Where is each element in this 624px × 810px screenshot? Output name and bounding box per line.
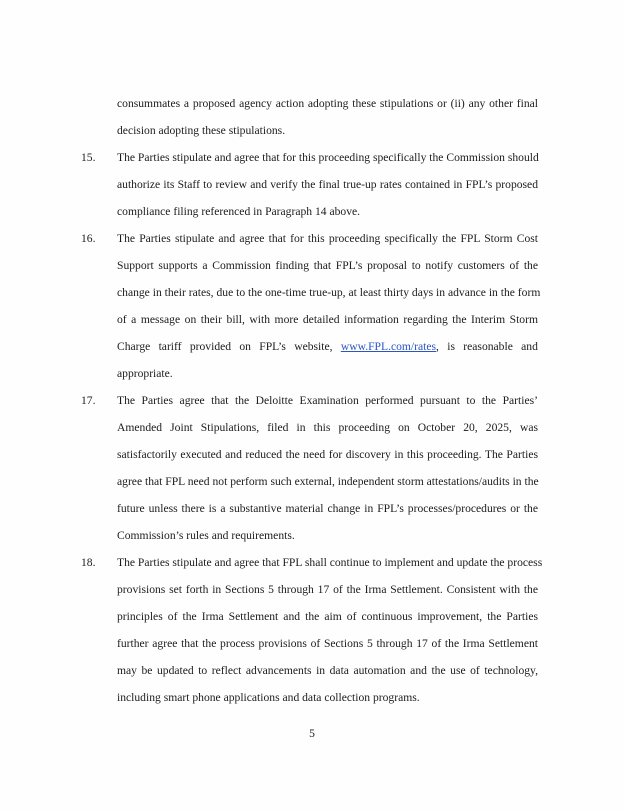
text-line: compliance filing referenced in Paragraph 14 above. xyxy=(117,205,361,218)
text-line: consummates a proposed agency action adopting these stipulations or (ii) any other final xyxy=(117,97,538,110)
text-line: further agree that the process provisions of Sections 5 through 17 of the Irma Settlement xyxy=(117,637,538,650)
text-line: Support supports a Commission finding that FPL’s proposal to notify customers of the xyxy=(117,259,538,272)
text-segment: and xyxy=(521,340,538,353)
text-line: The Parties stipulate and agree that for this proceeding specifically the Commission should xyxy=(117,151,539,164)
text-line: decision adopting these stipulations. xyxy=(117,124,286,137)
text-line: appropriate. xyxy=(117,367,173,380)
text-line: The Parties agree that the Deloitte Examination performed pursuant to the Parties’ xyxy=(117,394,538,407)
text-line: Commission’s rules and requirements. xyxy=(117,529,295,542)
paragraph-number: 15. xyxy=(81,151,96,164)
text-segment: provided xyxy=(189,340,232,353)
paragraph-number: 18. xyxy=(81,556,96,569)
text-line: including smart phone applications and data collection programs. xyxy=(117,691,420,704)
paragraph-number: 16. xyxy=(81,232,96,245)
text-line: future unless there is a substantive material change in FPL’s processes/procedures or the xyxy=(117,502,538,515)
text-line: Amended Joint Stipulations, filed in this proceeding on October 20, 2025, was xyxy=(117,421,538,434)
text-line: authorize its Staff to review and verify the final true-up rates contained in FPL’s proposed xyxy=(117,178,538,191)
text-segment: reasonable xyxy=(463,340,513,353)
text-segment: on xyxy=(239,340,251,353)
text-line: agree that FPL need not perform such external, independent storm attestations/audits in the xyxy=(117,475,539,488)
text-line: The Parties stipulate and agree that FPL shall continue to implement and update the process xyxy=(117,556,543,569)
text-line: of a message on their bill, with more detailed information regarding the Interim Storm xyxy=(117,313,538,326)
text-line: principles of the Irma Settlement and the aim of continuous improvement, the Parties xyxy=(117,610,538,623)
rates-link[interactable]: www.FPL.com/rates, xyxy=(340,340,439,353)
paragraph-number: 17. xyxy=(81,394,96,407)
text-segment: Charge xyxy=(117,340,151,353)
text-segment: tariff xyxy=(158,340,182,353)
page-number: 5 xyxy=(309,727,315,740)
text-line: satisfactorily executed and reduced the need for discovery in this proceeding. The Parties xyxy=(117,448,538,461)
text-segment: FPL’s xyxy=(259,340,286,353)
text-line-with-link xyxy=(117,339,538,355)
text-line: change in their rates, due to the one-time true-up, at least thirty days in advance in the form xyxy=(117,286,541,299)
text-segment: is xyxy=(447,340,455,353)
text-line: The Parties stipulate and agree that for this proceeding specifically the FPL Storm Cost xyxy=(117,232,538,245)
text-segment: website, xyxy=(294,340,333,353)
text-line: may be updated to reflect advancements in data automation and the use of technology, xyxy=(117,664,538,677)
text-line: provisions set forth in Sections 5 through 17 of the Irma Settlement. Consistent with the xyxy=(117,583,538,596)
